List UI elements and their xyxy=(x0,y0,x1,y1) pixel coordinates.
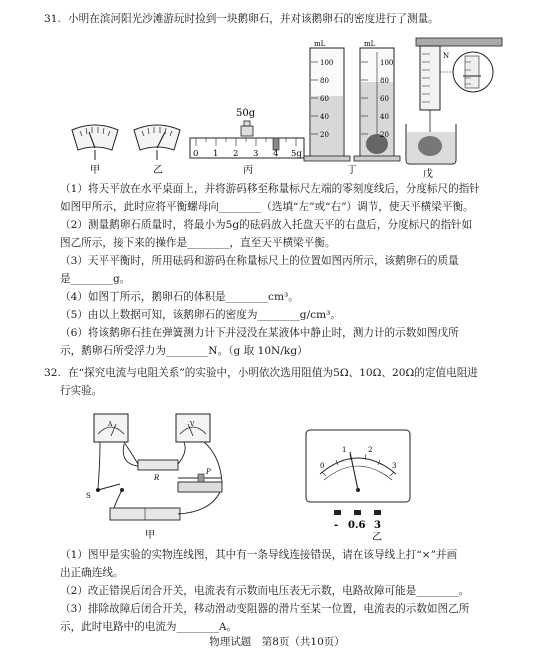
ammeter-device xyxy=(94,414,128,442)
ammeter-dial-yi xyxy=(306,430,410,502)
q32-sub-line-4: （3）排除故障后闭合开关，移动滑动变阻器的滑片至某一位置，电流表的示数如图乙所 xyxy=(60,603,470,615)
cyl-left-tick-100: 100 xyxy=(320,59,334,67)
ruler-tick-0: 0 xyxy=(193,149,199,159)
q31-sub-line-5: （3）天平平衡时，所用砝码和游码在称量标尺上的位置如图丙所示，该鹅卵石的质量 xyxy=(60,255,459,267)
terminal-negative: - xyxy=(334,520,339,531)
ammeter-scale-1: 1 xyxy=(342,446,347,454)
cyl-left-tick-40: 40 xyxy=(320,113,329,121)
spring-scale xyxy=(416,38,502,134)
ammeter-scale-3: 3 xyxy=(392,462,397,470)
resistor xyxy=(138,460,178,470)
pebble-in-beaker xyxy=(418,136,442,156)
figure-label-bing: 丙 xyxy=(243,165,253,176)
question-31-stem: 小明在滨河阳光沙滩游玩时捡到一块鹅卵石，并对该鹅卵石的密度进行了测量。 xyxy=(68,13,439,25)
q32-sub-line-3: （2）改正错误后闭合开关，电流表有示数而电压表无示数，电路故障可能是________。 xyxy=(60,585,470,597)
cyl-right-tick-20: 20 xyxy=(380,131,389,139)
question-32-stem-2: 行实验。 xyxy=(60,385,103,397)
cyl-left-tick-80: 80 xyxy=(320,77,329,85)
voltmeter-device xyxy=(176,414,210,442)
question-31-figures xyxy=(60,32,510,182)
graduated-cylinder-left xyxy=(304,40,350,161)
q31-sub-line-1: （1）将天平放在水平桌面上，并将游码移至称量标尺左端的零刻度线后，分度标尺的指针 xyxy=(60,183,480,195)
cyl-right-tick-100: 100 xyxy=(380,59,394,67)
question-31-number: 31. xyxy=(44,13,61,25)
balance-dial-jia xyxy=(72,125,118,160)
switch-label: S xyxy=(86,492,91,500)
question-32-number: 32. xyxy=(44,367,61,379)
cyl-left-tick-20: 20 xyxy=(320,131,329,139)
figure-label-32-yi: 乙 xyxy=(372,532,382,542)
q31-sub-line-10: 示，鹅卵石所受浮力为________N。（g 取 10N/kg） xyxy=(60,345,308,357)
terminal-3: 3 xyxy=(374,520,381,531)
rheostat xyxy=(178,482,222,492)
weight-label: 50g xyxy=(236,108,256,119)
q32-sub-line-5: 示，此时电路中的电流为________A。 xyxy=(60,621,238,633)
cyl-right-tick-40: 40 xyxy=(380,113,389,121)
figure-label-32-jia: 甲 xyxy=(145,530,155,541)
ruler-tick-2: 2 xyxy=(233,149,239,159)
q31-sub-line-4: 图乙所示，接下来的操作是________，直至天平横梁平衡。 xyxy=(60,237,336,249)
question-32-figures xyxy=(80,404,480,542)
rheostat-slider-label: P xyxy=(206,468,211,476)
q31-sub-line-7: （4）如图丁所示，鹅卵石的体积是________cm³。 xyxy=(60,291,299,303)
cylinder-unit-left: mL xyxy=(314,40,326,48)
cyl-right-tick-80: 80 xyxy=(380,77,389,85)
page-footer: 物理试题 第8页（共10页） xyxy=(209,636,345,648)
figure-label-yi: 乙 xyxy=(153,165,163,176)
voltmeter-label: V xyxy=(190,421,195,428)
q31-sub-line-6: 是________g。 xyxy=(60,273,131,285)
balance-dial-yi xyxy=(134,125,180,160)
q31-sub-line-3: （2）测量鹅卵石质量时，将最小为5g的砝码放入托盘天平的右盘后，分度标尺的指针如 xyxy=(60,219,473,231)
ammeter-scale-2: 2 xyxy=(368,446,373,454)
q32-sub-line-1: （1）图甲是实验的实物连线图，其中有一条导线连接错误，请在该导线上打“×”并画 xyxy=(60,549,458,561)
weight-50g xyxy=(241,121,253,136)
terminal-0-6: 0.6 xyxy=(348,520,366,531)
ruler-tick-4: 4 xyxy=(273,149,279,159)
q32-sub-line-2: 出正确连线。 xyxy=(60,567,124,579)
cyl-left-tick-60: 60 xyxy=(320,95,329,103)
q31-sub-line-2: 如图甲所示，此时应将平衡螺母向________（选填“左”或“右”）调节，使天平横梁平衡。 xyxy=(60,201,474,213)
q31-sub-line-8: （5）由以上数据可知，该鹅卵石的密度为________g/cm³。 xyxy=(60,309,341,321)
figure-label-wu: 戊 xyxy=(423,169,433,180)
figure-label-jia: 甲 xyxy=(90,165,100,176)
cyl-right-tick-60: 60 xyxy=(380,95,389,103)
cylinder-unit-right: mL xyxy=(364,40,376,48)
question-32-stem-1: 在“探究电流与电阻关系”的实验中，小明依次选用阻值为5Ω、10Ω、20Ω的定值电阻进 xyxy=(68,367,478,379)
ruler-tick-5: 5g xyxy=(291,149,302,159)
circuit-diagram-jia xyxy=(86,414,222,520)
spring-scale-unit: N xyxy=(443,52,450,60)
figure-label-ding: 丁 xyxy=(347,165,357,176)
resistor-label: R xyxy=(154,474,160,482)
beaker-with-liquid xyxy=(406,124,456,164)
mass-ruler xyxy=(190,138,304,159)
q31-sub-line-9: （6）将该鹅卵石挂在弹簧测力计下并浸没在某液体中静止时，测力计的示数如图戊所 xyxy=(60,327,459,339)
ruler-tick-1: 1 xyxy=(213,149,219,159)
ruler-tick-3: 3 xyxy=(253,149,259,159)
switch xyxy=(98,484,120,490)
ammeter-terminals xyxy=(334,510,381,531)
graduated-cylinder-right xyxy=(354,40,400,161)
ammeter-scale-0: 0 xyxy=(320,462,325,470)
ammeter-label: A xyxy=(108,421,113,428)
